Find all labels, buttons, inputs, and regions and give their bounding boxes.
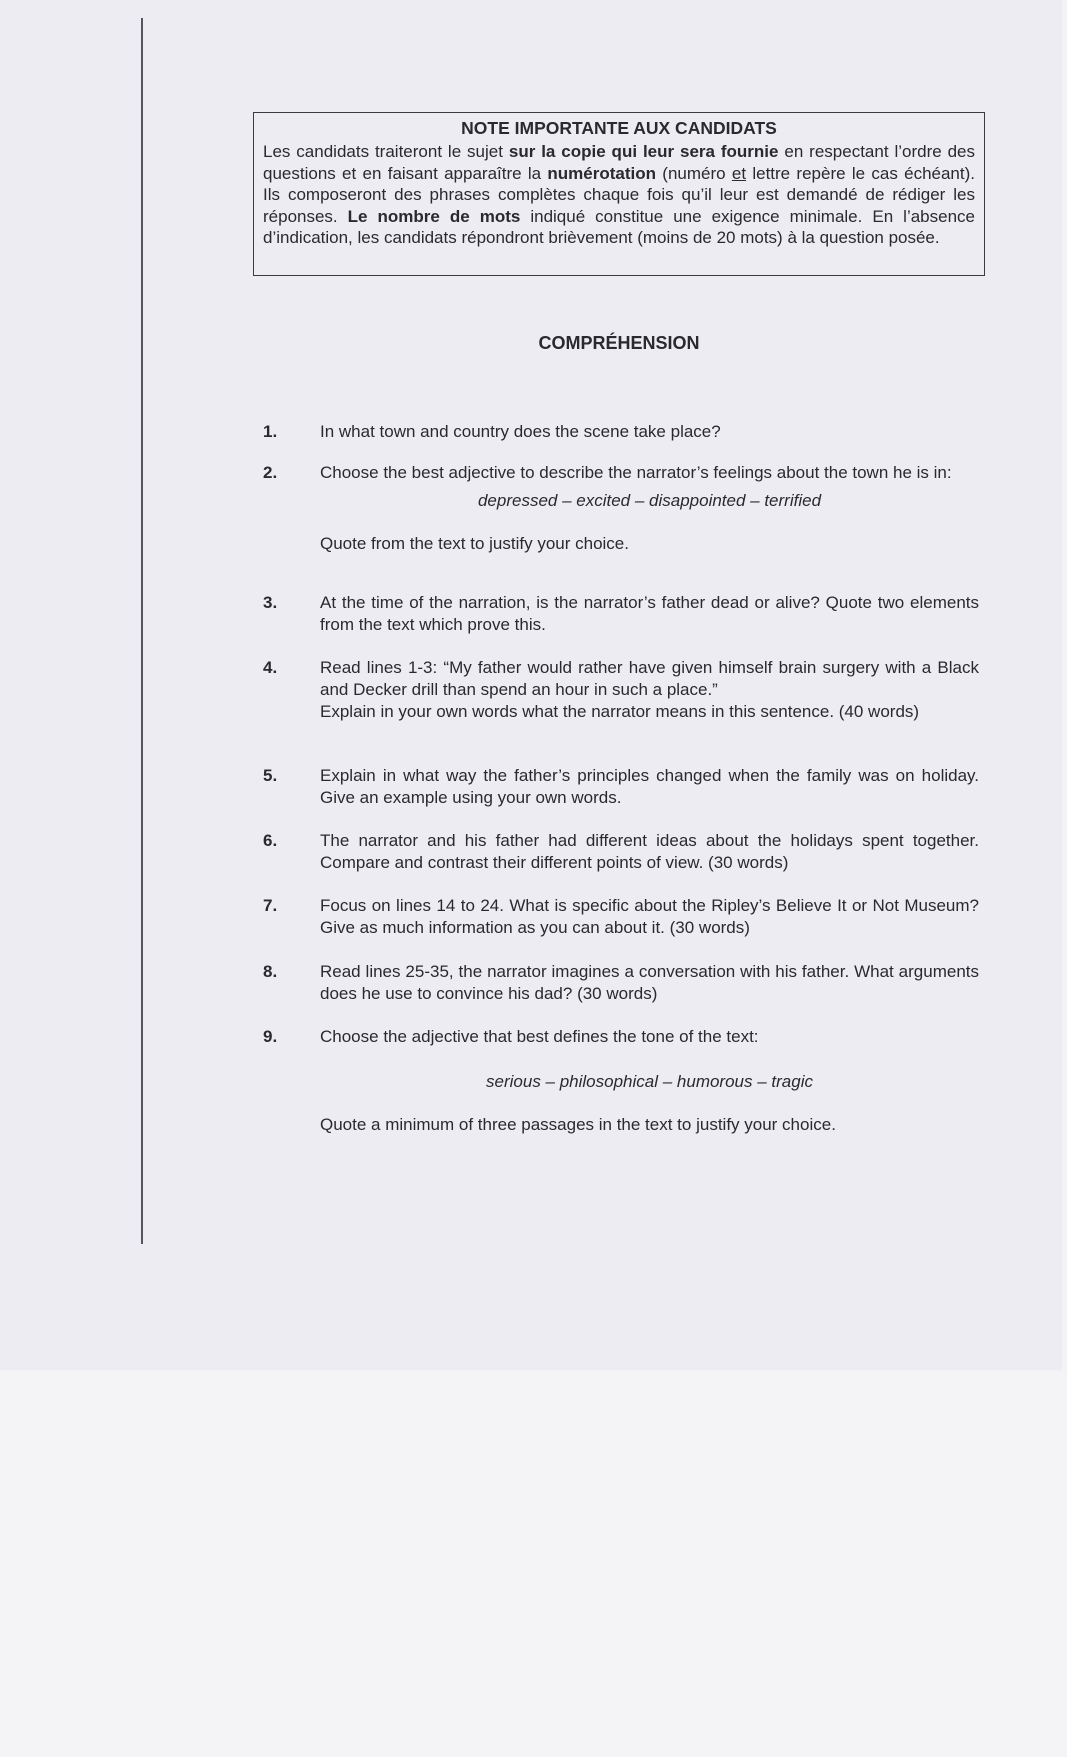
scanner-bed-area	[0, 1372, 1067, 1757]
question-6	[263, 830, 979, 874]
note-text-part: Les candidats traiteront le sujet	[263, 142, 509, 161]
question-4	[263, 657, 979, 723]
note-bold-copy: sur la copie qui leur sera fournie	[508, 142, 779, 161]
question-number: 4.	[263, 658, 278, 677]
question-follow-up: Quote a minimum of three passages in the text to justify your choice.	[320, 1115, 836, 1134]
question-number: 6.	[263, 831, 278, 850]
question-number: 3.	[263, 593, 278, 612]
section-title: COMPRÉHENSION	[538, 333, 700, 353]
question-text: Choose the adjective that best defines the tone of the text:	[320, 1027, 759, 1046]
question-text: Focus on lines 14 to 24. What is specific about the Ripley’s Believe It or Not Museum? Give as much information as you can about it. (30 words)	[320, 896, 979, 937]
question-text: At the time of the narration, is the narrator’s father dead or alive? Quote two elements from the text which prove this.	[320, 593, 979, 634]
question-2	[263, 462, 979, 555]
question-text: Choose the best adjective to describe the narrator’s feelings about the town he is in:	[320, 463, 952, 482]
note-underline-et: et	[731, 163, 747, 183]
question-number: 8.	[263, 962, 278, 981]
question-text: Explain in what way the father’s principles changed when the family was on holiday. Give an example using your own words.	[320, 766, 979, 807]
note-text-part: (numéro	[656, 163, 732, 183]
question-8	[263, 961, 979, 1005]
note-text-part: lettre repère le cas échéant). Ils composeront des phrases complètes chaque fois qu’il leur est demandé de rédiger les réponses.	[263, 163, 975, 226]
question-number: 7.	[263, 896, 278, 915]
note-text	[263, 141, 975, 249]
note-text-part: en respectant l’ordre des questions et en faisant apparaître la	[263, 142, 975, 183]
note-box	[253, 112, 985, 276]
question-text: The narrator and his father had different ideas about the holidays spent together. Compare and contrast their different points of view. (30 words)	[320, 831, 979, 872]
question-text: Read lines 25-35, the narrator imagines a conversation with his father. What arguments does he use to convince his dad? (30 words)	[320, 962, 979, 1003]
note-title: NOTE IMPORTANTE AUX CANDIDATS	[461, 118, 777, 138]
question-1	[263, 421, 979, 443]
question-9	[263, 1026, 979, 1136]
question-text: In what town and country does the scene take place?	[320, 422, 721, 441]
adjective-choices: serious – philosophical – humorous – tragic	[486, 1072, 813, 1091]
question-text-2: Explain in your own words what the narrator means in this sentence. (40 words)	[320, 702, 920, 721]
adjective-choices: depressed – excited – disappointed – terrified	[477, 491, 822, 510]
question-number: 1.	[263, 422, 278, 441]
question-5	[263, 765, 979, 809]
question-3	[263, 592, 979, 636]
question-number: 2.	[263, 463, 278, 482]
question-text: Read lines 1-3: “My father would rather have given himself brain surgery with a Black and Decker drill than spend an hour in such a place.”	[320, 658, 979, 699]
note-bold-numerotation: numérotation	[547, 163, 656, 183]
note-bold-word-count: Le nombre de mots	[347, 206, 521, 226]
question-number: 5.	[263, 766, 278, 785]
note-text-part: indiqué constitue une exigence minimale. En l’absence d’indication, les candidats répondront brièvement (moins de 20 mots) à la question posée.	[263, 206, 975, 247]
question-follow-up: Quote from the text to justify your choice.	[320, 534, 629, 553]
question-7	[263, 895, 979, 939]
question-number: 9.	[263, 1027, 278, 1046]
margin-line	[141, 18, 143, 1244]
